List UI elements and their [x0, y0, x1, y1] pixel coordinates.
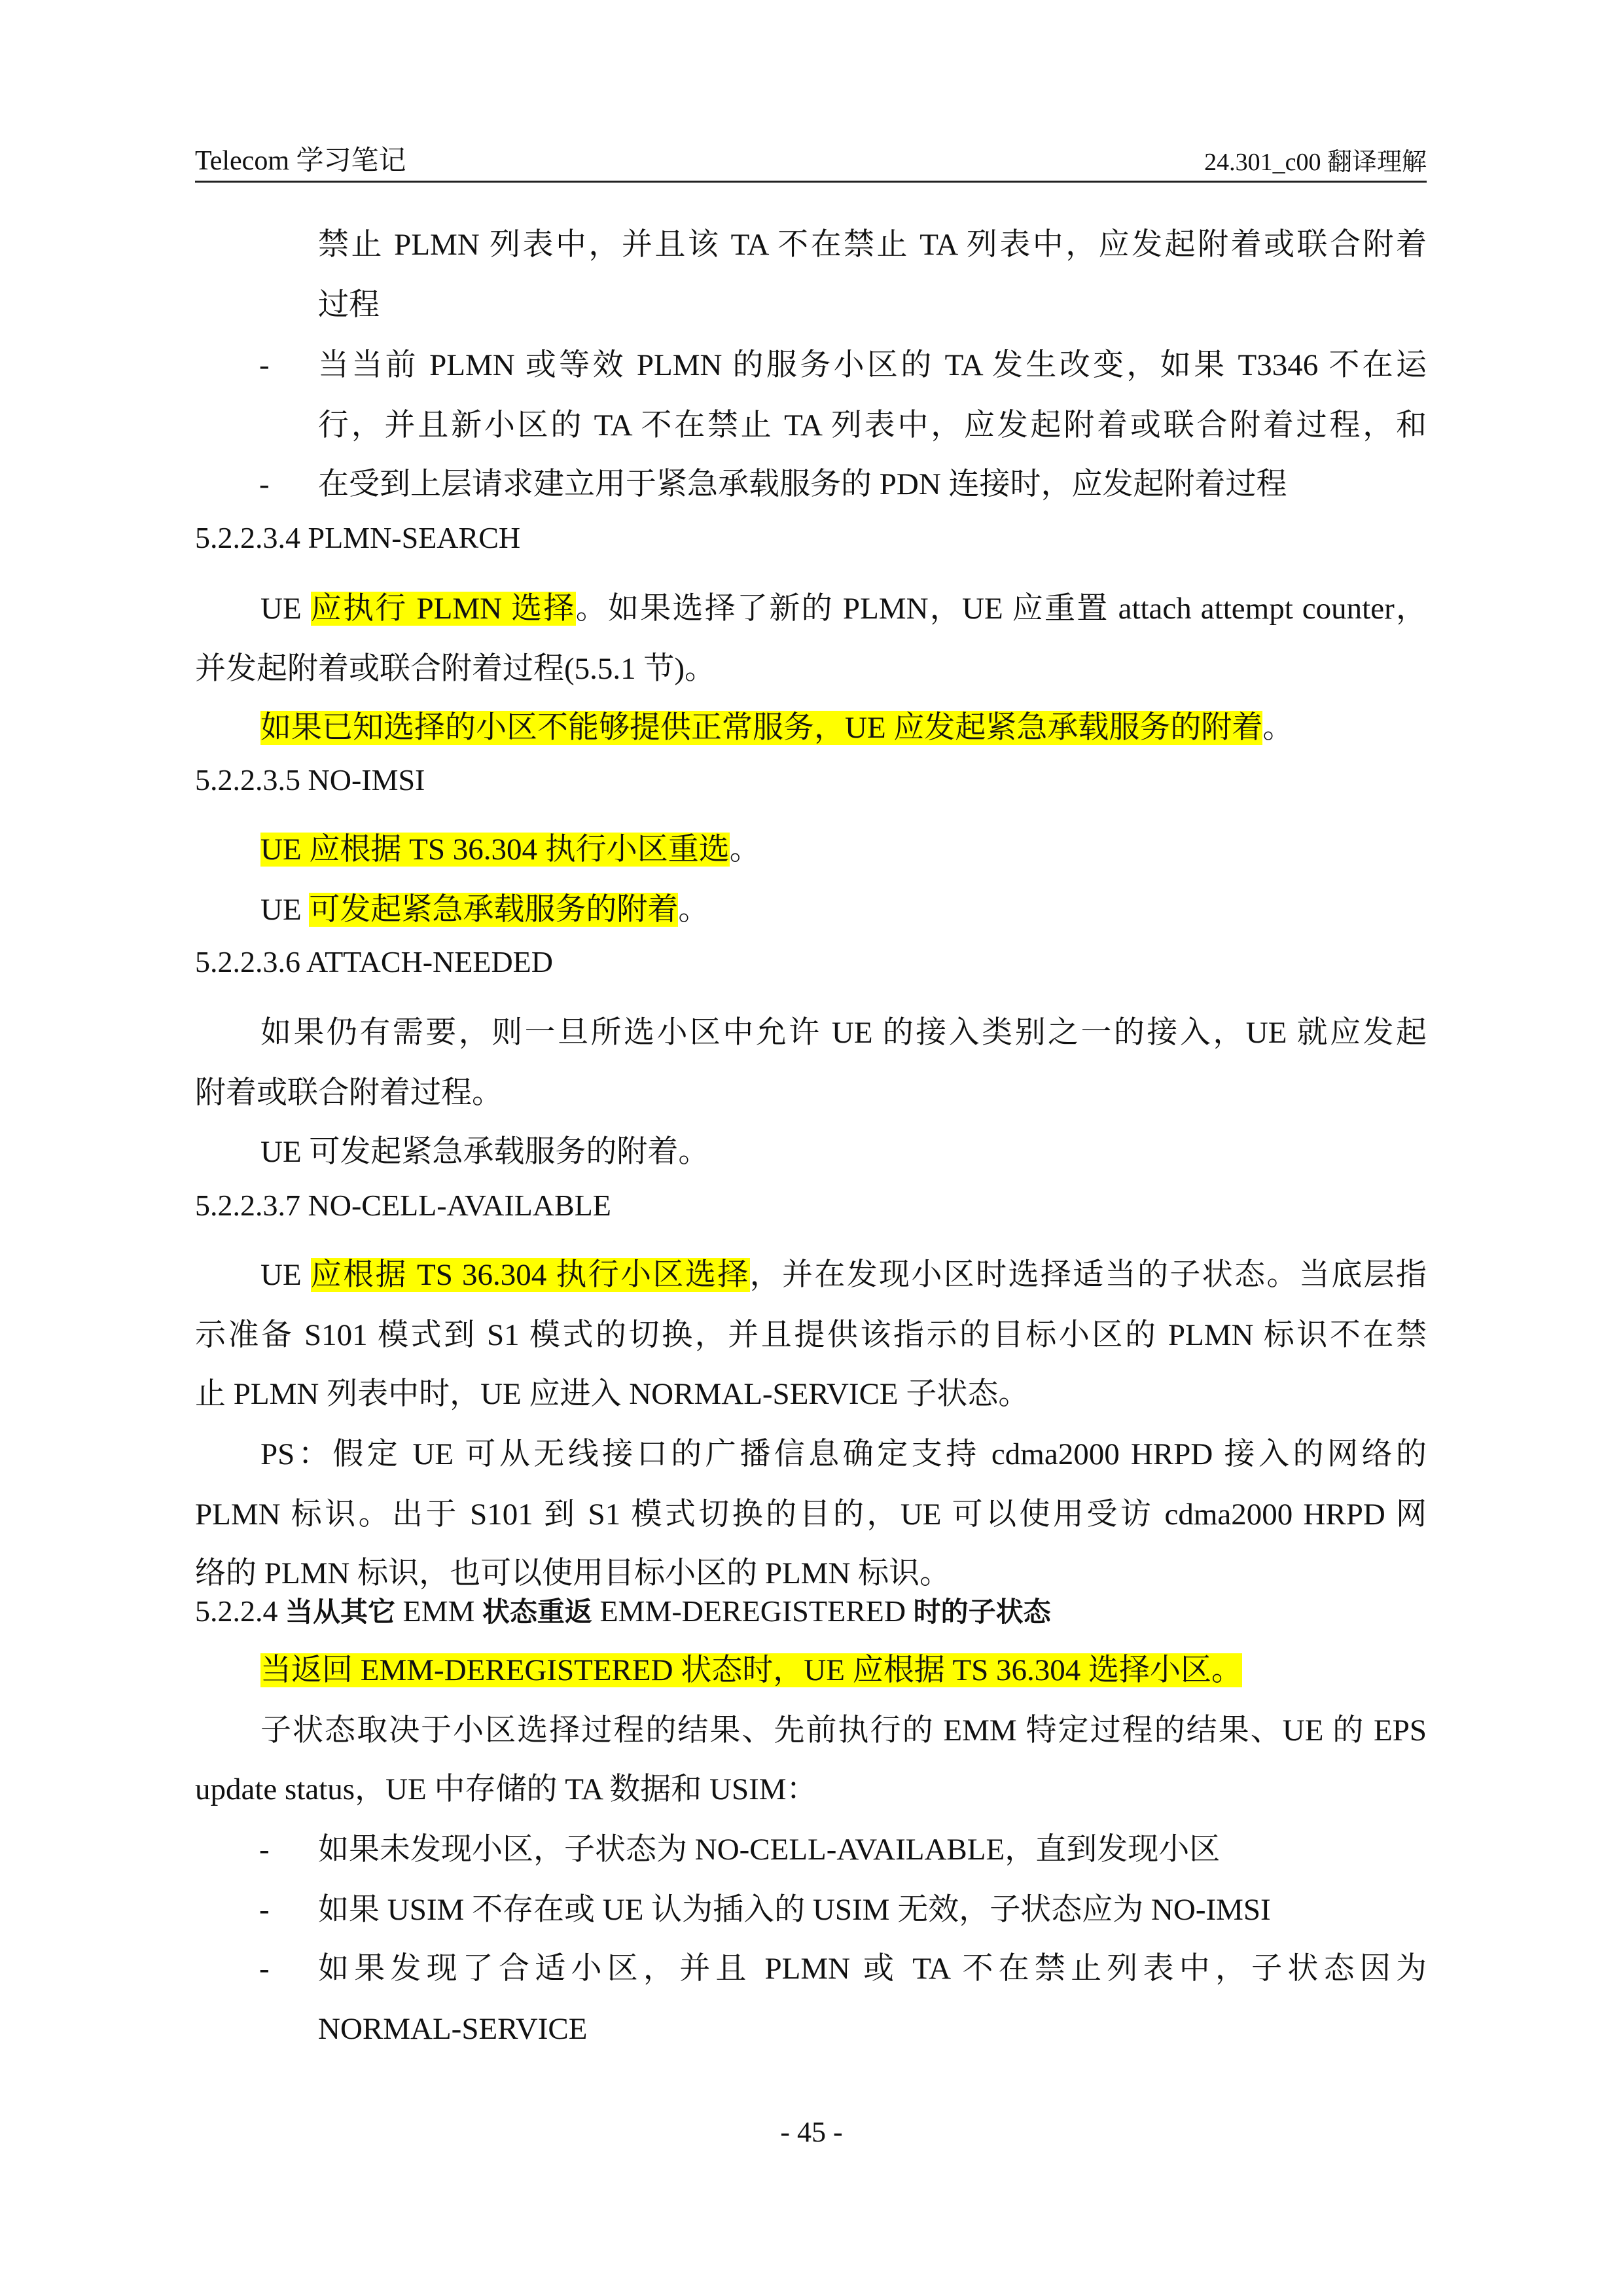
list-bullet: - [259, 1952, 270, 1986]
heading-text: 状态重返 [482, 1596, 592, 1628]
paragraph-line [260, 1255, 1427, 1295]
list-item-line: NORMAL-SERVICE [318, 2012, 588, 2046]
page-header [195, 130, 1427, 183]
paragraph-line [260, 708, 1293, 747]
text-span: ，并在发现小区时选择适当的子状态。当底层指 [749, 1258, 1427, 1292]
section-heading [195, 1592, 1051, 1632]
list-item-line: 当当前 PLMN 或等效 PLMN 的服务小区的 TA 发生改变，如果 T3346 不在运 [318, 348, 1427, 382]
paragraph-line: 并发起附着或联合附着过程(5.5.1 节)。 [195, 652, 716, 686]
heading-number: 5.2.2.4 [195, 1594, 285, 1628]
text-span: 。 [729, 833, 760, 867]
text-span: UE [260, 1258, 311, 1292]
list-bullet: - [259, 1833, 270, 1867]
paragraph-line: update status，UE 中存储的 TA 数据和 USIM： [195, 1772, 817, 1806]
paragraph-line: 络的 PLMN 标识，也可以使用目标小区的 PLMN 标识。 [195, 1556, 951, 1590]
section-heading: 5.2.2.3.4 PLMN-SEARCH [195, 521, 521, 554]
text-span: 。如果选择了新的 PLMN，UE 应重置 attach attempt counter， [575, 592, 1427, 626]
list-bullet: - [259, 1893, 270, 1927]
paragraph-line [260, 589, 1427, 628]
header-doc-ref: 24.301_c00 翻译理解 [1204, 149, 1427, 176]
page-number: - 45 - [780, 2116, 843, 2148]
paragraph-line [260, 830, 760, 869]
list-bullet: - [259, 467, 270, 501]
highlighted-text: 当返回 EMM-DEREGISTERED 状态时，UE 应根据 TS 36.304 选择小区。 [260, 1653, 1243, 1687]
paragraph-line: 附着或联合附着过程。 [195, 1076, 503, 1110]
paragraph-line: PS：假定 UE 可从无线接口的广播信息确定支持 cdma2000 HRPD 接入的网络的 [260, 1437, 1427, 1471]
heading-text: 当从其它 [285, 1596, 396, 1628]
paragraph-line [260, 890, 709, 929]
paragraph-line: 止 PLMN 列表中时，UE 应进入 NORMAL-SERVICE 子状态。 [195, 1377, 1029, 1411]
heading-text: 时的子状态 [913, 1596, 1051, 1628]
highlighted-text: 应根据 TS 36.304 执行小区选择 [310, 1258, 750, 1292]
text-span: 。 [1262, 711, 1294, 745]
list-item-line: 如果 USIM 不存在或 UE 认为插入的 USIM 无效，子状态应为 NO-IMSI [318, 1893, 1271, 1927]
highlighted-text: 可发起紧急承载服务的附着 [309, 893, 679, 927]
highlighted-text: UE 应根据 TS 36.304 执行小区重选 [260, 833, 730, 867]
section-heading: 5.2.2.3.6 ATTACH-NEEDED [195, 945, 553, 978]
paragraph-line: 如果仍有需要，则一旦所选小区中允许 UE 的接入类别之一的接入，UE 就应发起 [260, 1016, 1427, 1050]
highlighted-text: 应执行 PLMN 选择 [310, 592, 576, 626]
list-item-line: 行，并且新小区的 TA 不在禁止 TA 列表中，应发起附着或联合附着过程，和 [318, 408, 1427, 442]
text-span: UE [260, 592, 311, 626]
paragraph-line: UE 可发起紧急承载服务的附着。 [260, 1135, 709, 1169]
section-heading: 5.2.2.3.7 NO-CELL-AVAILABLE [195, 1189, 611, 1222]
paragraph-line: 过程 [318, 288, 380, 322]
text-span: 。 [678, 893, 709, 927]
list-item-line: 在受到上层请求建立用于紧急承载服务的 PDN 连接时，应发起附着过程 [318, 467, 1287, 501]
list-item-line: 如果发现了合适小区，并且 PLMN 或 TA 不在禁止列表中，子状态因为 [318, 1952, 1427, 1986]
text-span: UE [260, 893, 310, 927]
section-heading: 5.2.2.3.5 NO-IMSI [195, 763, 425, 797]
heading-text: EMM [395, 1594, 482, 1628]
highlighted-text: 如果已知选择的小区不能够提供正常服务，UE 应发起紧急承载服务的附着 [260, 711, 1263, 745]
paragraph-line: 示准备 S101 模式到 S1 模式的切换，并且提供该指示的目标小区的 PLMN 标识不在禁 [195, 1318, 1427, 1352]
list-bullet: - [259, 348, 270, 382]
list-item-line: 如果未发现小区，子状态为 NO-CELL-AVAILABLE，直到发现小区 [318, 1833, 1221, 1867]
heading-text: EMM-DEREGISTERED [592, 1594, 914, 1628]
paragraph-line: 子状态取决于小区选择过程的结果、先前执行的 EMM 特定过程的结果、UE 的 EPS [260, 1713, 1427, 1748]
paragraph-line: PLMN 标识。出于 S101 到 S1 模式切换的目的，UE 可以使用受访 cdma2000 HRPD 网 [195, 1498, 1427, 1532]
paragraph-line [260, 1651, 1242, 1690]
header-title: Telecom 学习笔记 [195, 146, 406, 176]
paragraph-line: 禁止 PLMN 列表中，并且该 TA 不在禁止 TA 列表中，应发起附着或联合附着 [318, 228, 1427, 262]
